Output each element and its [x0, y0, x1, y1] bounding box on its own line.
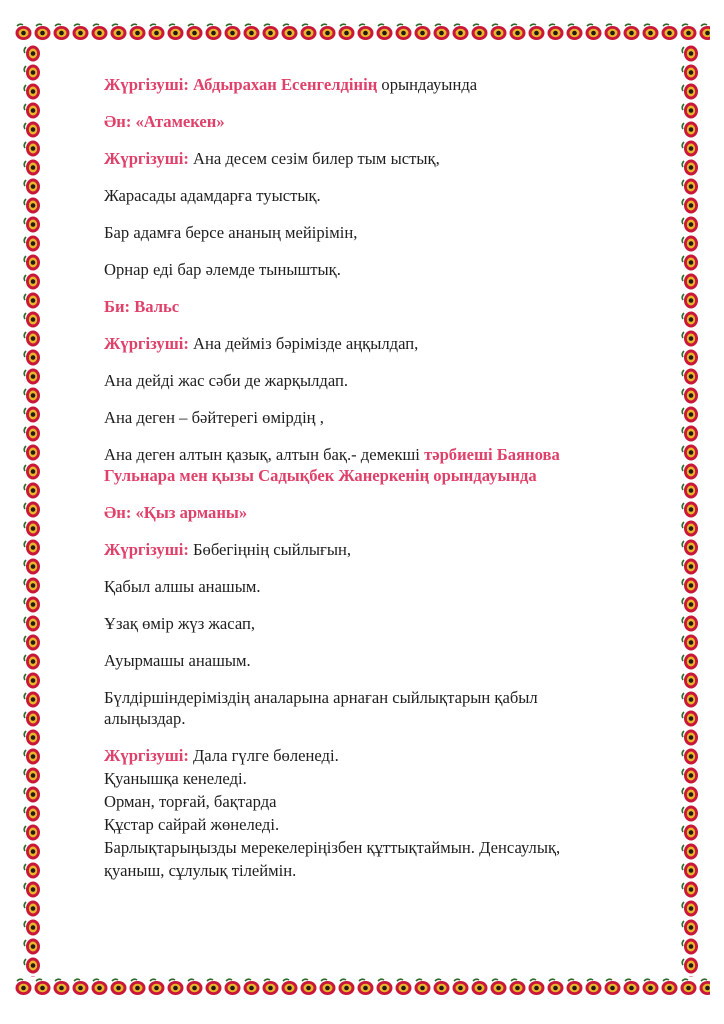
performer-line	[104, 465, 664, 486]
host-text: Ана десем сезім билер тым ыстық,	[188, 149, 440, 168]
ornamental-border-right	[680, 44, 702, 977]
poem-line: Бар адамға берсе ананың мейірімін,	[104, 223, 358, 242]
host-text: Ана дейміз бәрімізде аңқылдап,	[188, 334, 419, 353]
host-speaker-label: Жүргізуші:	[104, 746, 189, 765]
ornamental-border-bottom	[14, 977, 710, 999]
host-text: Дала гүлге бөленеді.	[188, 746, 339, 765]
prose-line: алыңыздар.	[104, 709, 186, 728]
performer-name: Гульнара мен қызы Садықбек Жанеркенің орындауында	[104, 466, 537, 485]
poem-line: Жарасады адамдарға туыстық.	[104, 186, 321, 205]
song-title	[104, 111, 664, 132]
poem-text: Ана деген алтын қазық, алтын бақ.- демекші	[104, 445, 425, 464]
host-speaker-label: Жүргізуші:	[104, 334, 189, 353]
dance-title	[104, 296, 664, 317]
host-line	[104, 333, 664, 354]
poem-line: Орнар еді бар әлемде тыныштық.	[104, 260, 341, 279]
song-label: Ән: «Атамекен»	[104, 112, 225, 131]
host-speaker-label: Жүргізуші:	[104, 149, 189, 168]
dance-label: Би: Вальс	[104, 297, 180, 316]
poem-line: Құстар сайрай жөнеледі.	[104, 815, 280, 834]
ornamental-border-top	[14, 22, 710, 44]
prose-line: Бүлдіршіндеріміздің аналарына арнаған сыйлықтарын қабыл	[104, 688, 538, 707]
poem-line	[104, 444, 664, 465]
host-line	[104, 148, 664, 169]
host-line	[104, 745, 664, 766]
host-speaker-label: Жүргізуші: Абдырахан Есенгелдінің	[104, 75, 378, 94]
host-line	[104, 74, 664, 95]
poem-line: Қуанышқа кенеледі.	[104, 769, 247, 788]
prose-line: Барлықтарыңызды мерекелеріңізбен құттықтаймын. Денсаулық,	[104, 838, 561, 857]
host-line	[104, 539, 664, 560]
poem-line: Ұзақ өмір жүз жасап,	[104, 614, 256, 633]
poem-line: Ауырмашы анашым.	[104, 651, 251, 670]
song-label: Ән: «Қыз арманы»	[104, 503, 248, 522]
song-title	[104, 502, 664, 523]
poem-line: Қабыл алшы анашым.	[104, 577, 261, 596]
poem-line: Ана дейді жас сәби де жарқылдап.	[104, 371, 349, 390]
host-text: орындауында	[377, 75, 478, 94]
script-text	[104, 74, 664, 881]
poem-line: Орман, торғай, бақтарда	[104, 792, 277, 811]
prose-line: қуаныш, сұлулық тілеймін.	[104, 861, 297, 880]
host-speaker-label: Жүргізуші:	[104, 540, 189, 559]
host-text: Бөбегіңнің сыйлығын,	[188, 540, 352, 559]
ornamental-border-left	[22, 44, 44, 977]
performer-name: тәрбиеші Баянова	[424, 445, 560, 464]
poem-line: Ана деген – бәйтерегі өмірдің ,	[104, 408, 324, 427]
